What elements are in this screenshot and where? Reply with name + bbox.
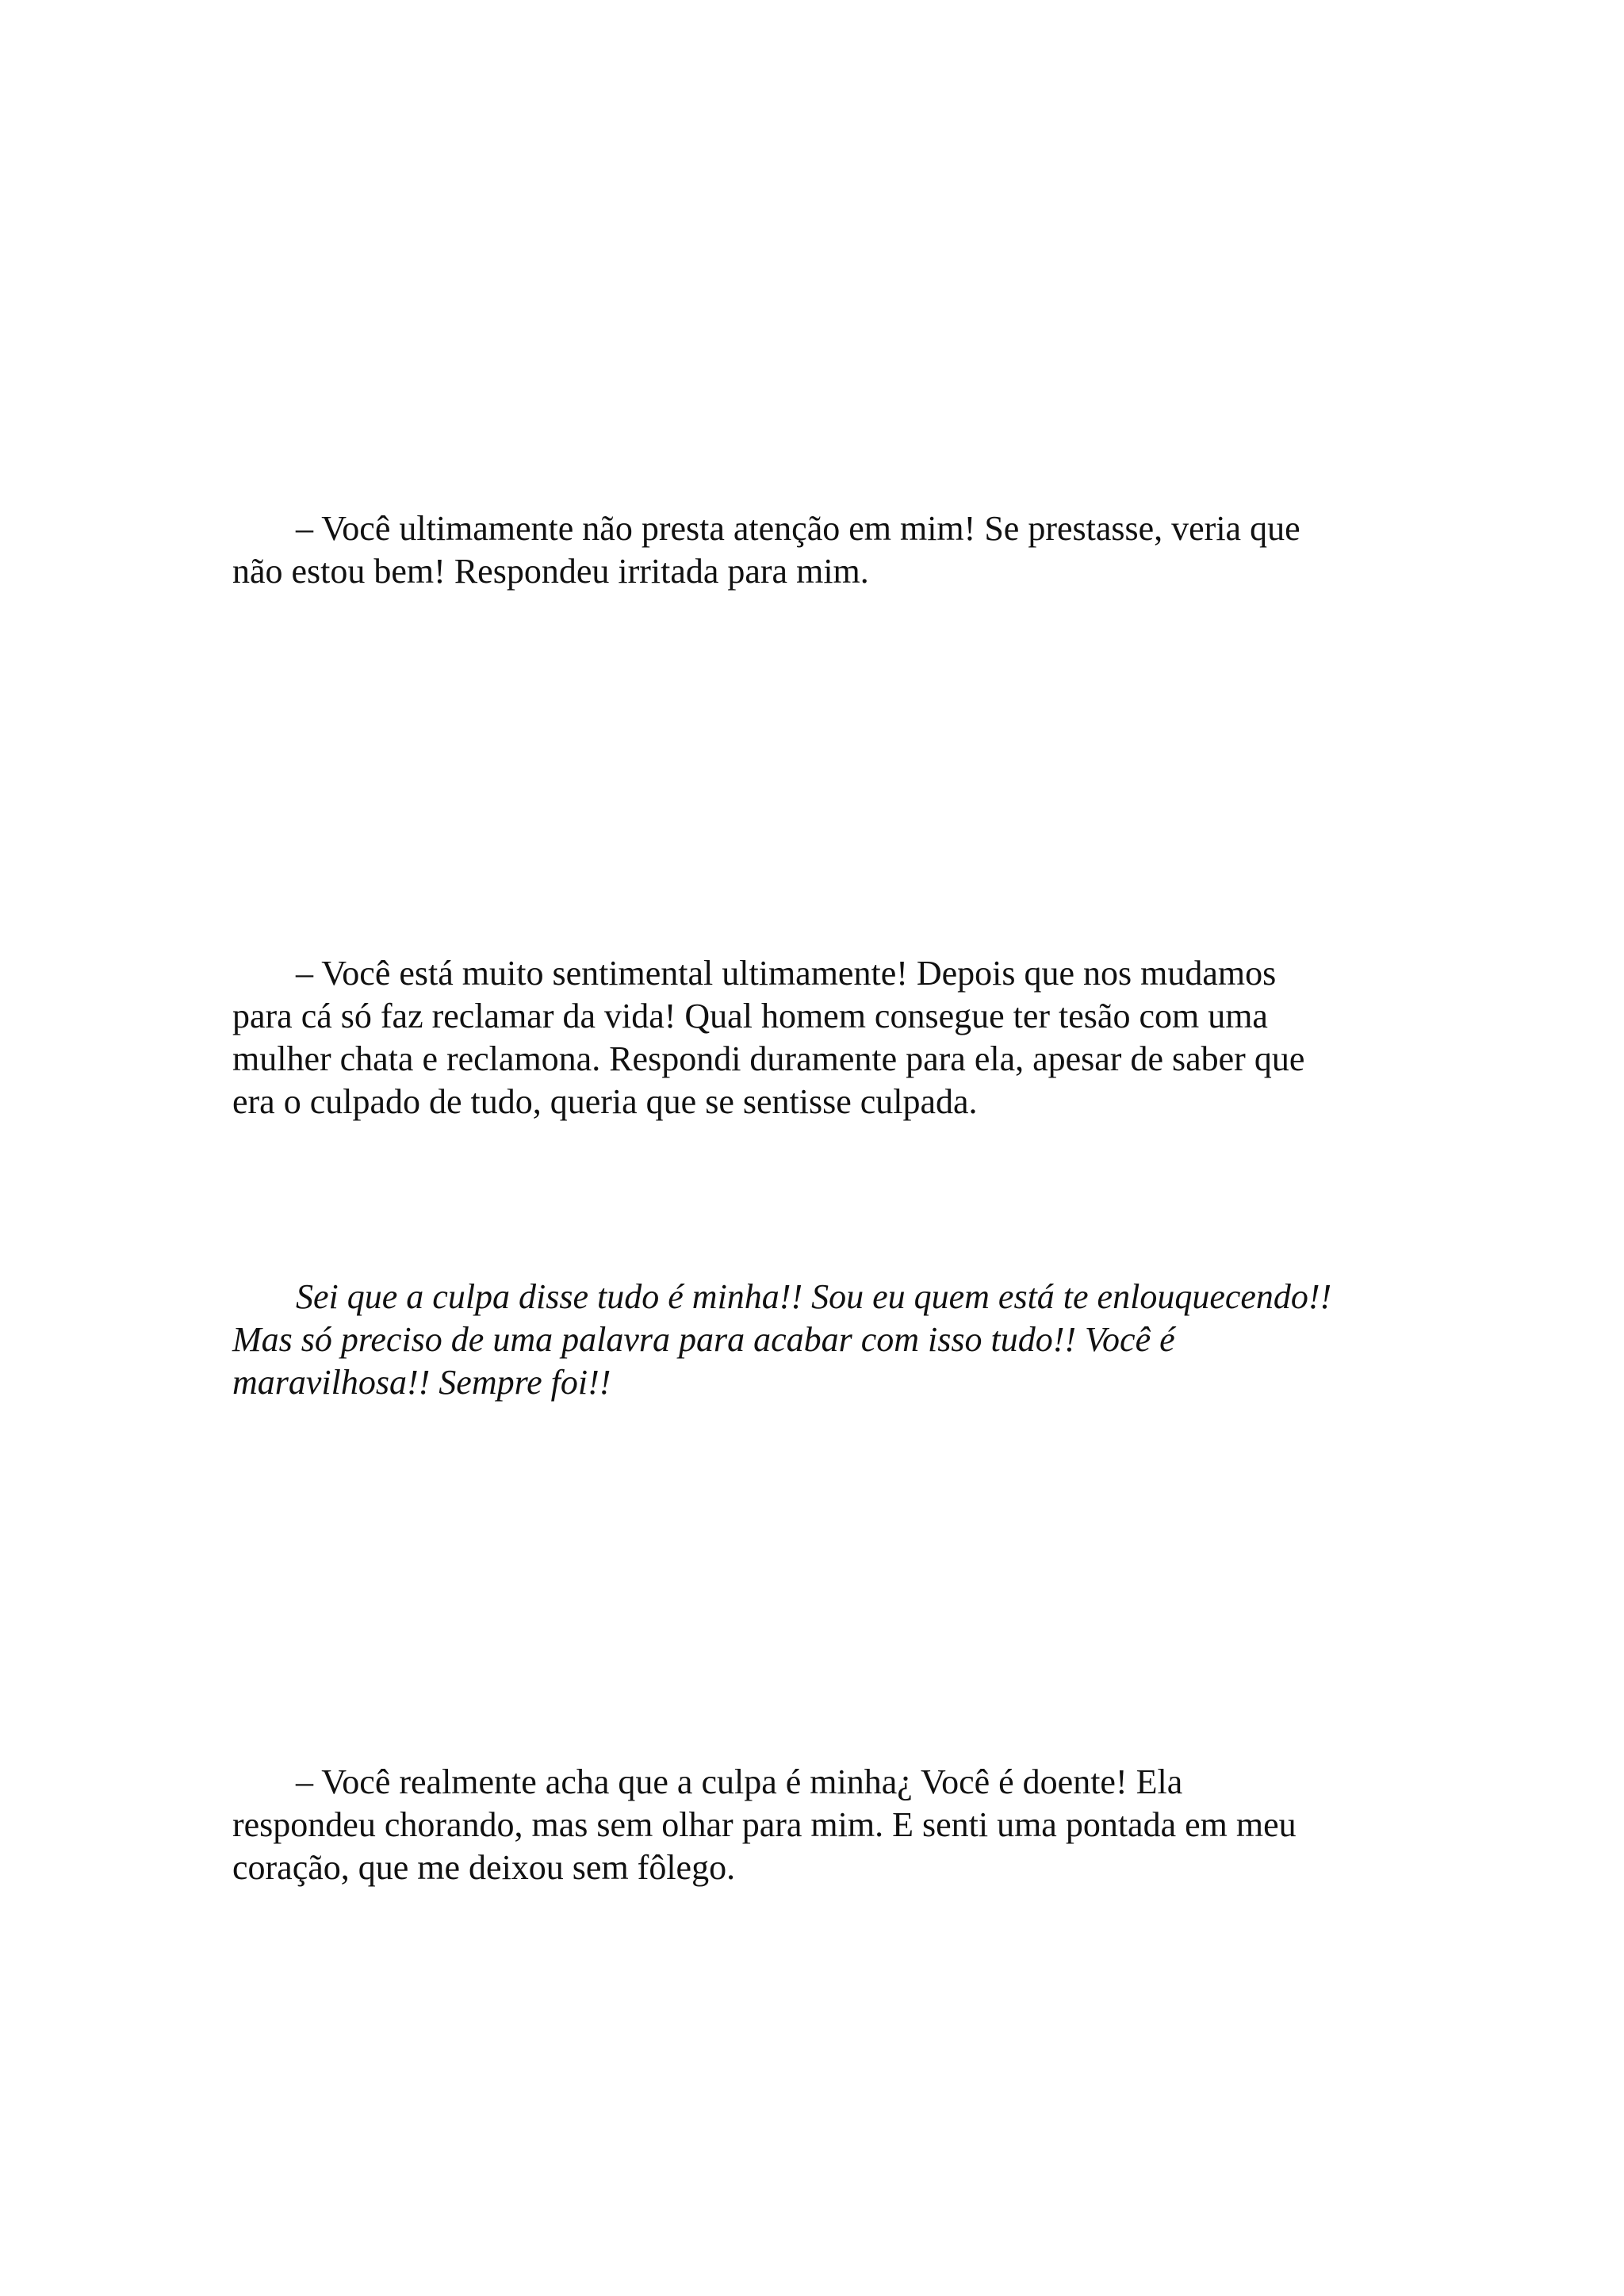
paragraph-line: – Você realmente acha que a culpa é minha¿ Você é doente! Ela — [296, 1762, 1183, 1801]
paragraph-1 — [232, 507, 1406, 593]
paragraph-2 — [232, 952, 1406, 1123]
paragraph-line: Mas só preciso de uma palavra para acabar com isso tudo!! Você é — [232, 1320, 1175, 1359]
paragraph-line: maravilhosa!! Sempre foi!! — [232, 1363, 611, 1402]
paragraph-line: era o culpado de tudo, queria que se sentisse culpada. — [232, 1082, 978, 1121]
paragraph-line: coração, que me deixou sem fôlego. — [232, 1848, 736, 1887]
paragraph-4 — [232, 1761, 1406, 1889]
paragraph-line: respondeu chorando, mas sem olhar para mim. E senti uma pontada em meu — [232, 1805, 1297, 1844]
paragraph-line: para cá só faz reclamar da vida! Qual homem consegue ter tesão com uma — [232, 997, 1268, 1035]
paragraph-3-italic — [232, 1276, 1406, 1404]
paragraph-line: mulher chata e reclamona. Respondi duramente para ela, apesar de saber que — [232, 1039, 1305, 1078]
paragraph-line: não estou bem! Respondeu irritada para mim. — [232, 552, 869, 591]
paragraph-line: Sei que a culpa disse tudo é minha!! Sou eu quem está te enlouquecendo!! — [296, 1277, 1332, 1316]
paragraph-line: – Você está muito sentimental ultimamente! Depois que nos mudamos — [296, 954, 1277, 993]
paragraph-line: – Você ultimamente não presta atenção em mim! Se prestasse, veria que — [296, 509, 1300, 548]
